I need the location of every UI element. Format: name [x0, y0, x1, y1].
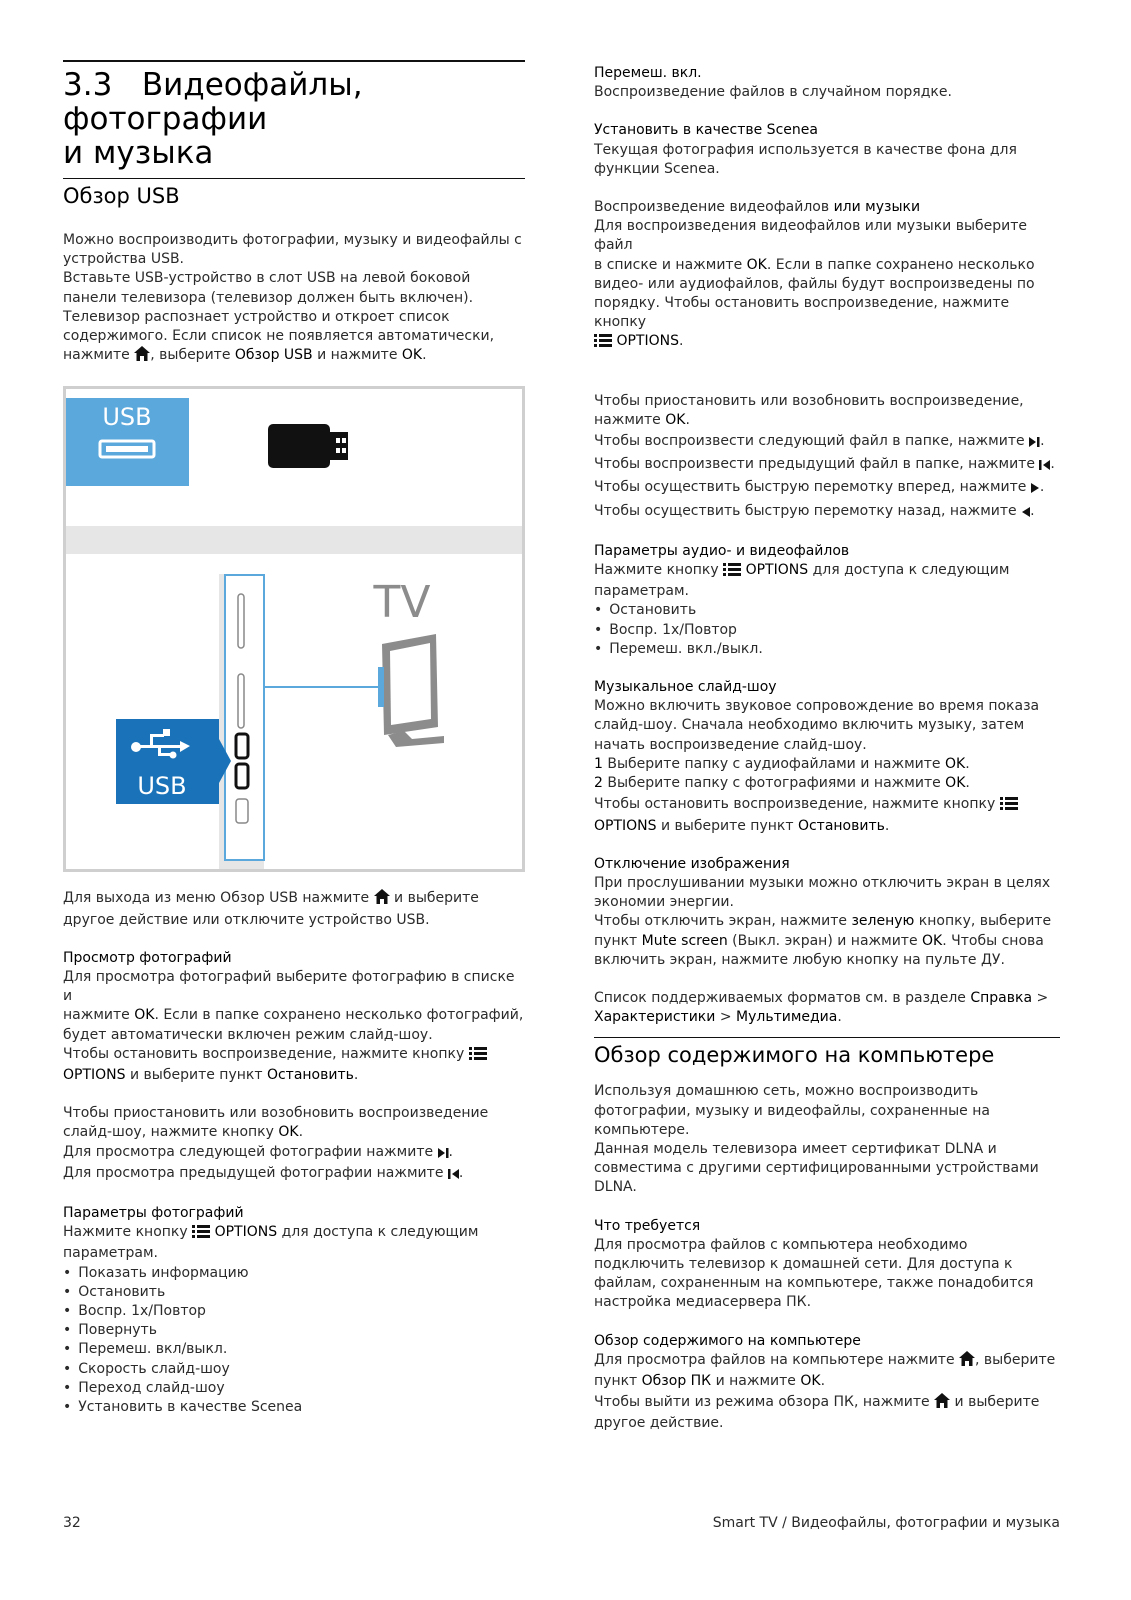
photo-params-list	[63, 1264, 525, 1418]
pcbrowse-line-3: Чтобы выйти из режима обзора ПК, нажмите и выберите	[594, 1393, 1060, 1414]
usb-stick-icon	[268, 424, 330, 468]
home-icon	[134, 346, 150, 367]
photo-params-line-2: параметрам.	[63, 1245, 159, 1262]
need-line-3: файлам, сохраненным на компьютере, также понадобится	[594, 1275, 1034, 1292]
usb-intro-6: содержимого. Если список не появляется автоматически,	[63, 328, 495, 345]
pc-line-1: Используя домашнюю сеть, можно воспроизводить	[594, 1083, 979, 1100]
options-icon	[469, 1047, 487, 1066]
scenea-line-1: Текущая фотография используется в качестве фона для	[594, 141, 1017, 158]
screen-off-line-2: экономии энергии.	[594, 894, 734, 911]
video-line-4: порядку. Чтобы остановить воспроизведение, нажмите кнопку	[594, 295, 1010, 331]
list-item: • Переход слайд-шоу	[63, 1379, 525, 1398]
usb-diagram-svg	[66, 389, 522, 869]
pause-line-2: слайд-шоу, нажмите кнопку OK.	[63, 1124, 304, 1141]
shuffle-heading: Перемеш. вкл.	[594, 65, 702, 81]
next-photo-line: Для просмотра следующей фотографии нажмите .	[63, 1143, 525, 1164]
photo-params-heading: Параметры фотографий	[63, 1205, 244, 1222]
screen-off-line-4: пункт Mute screen (Выкл. экран) и нажмите OK. Чтобы снова	[594, 932, 1044, 949]
scenea-line-2: функции Scenea.	[594, 160, 720, 177]
screen-off-line-5: включить экран, нажмите любую кнопку на пульте ДУ.	[594, 951, 1005, 968]
pcbrowse-line-2: пункт Обзор ПК и нажмите OK.	[594, 1372, 826, 1389]
pc-rule	[594, 1037, 1060, 1038]
list-item: • Установить в качестве Scenea	[63, 1398, 525, 1417]
ctrl-pause-line-1: Чтобы приостановить или возобновить воспроизведение,	[594, 392, 1024, 409]
list-item: • Перемеш. вкл./выкл.	[594, 640, 1060, 659]
usb-intro-1: Можно воспроизводить фотографии, музыку и видеофайлы с	[63, 232, 522, 248]
pcbrowse-line-1: Для просмотра файлов на компьютере нажмите , выберите	[594, 1351, 1060, 1372]
section-title-line1: Видеофайлы, фотографии	[63, 67, 363, 137]
exit-line-2: другое действие или отключите устройство USB.	[63, 911, 430, 928]
exit-line-1: Для выхода из меню Обзор USB нажмите и выберите	[63, 889, 525, 910]
photos-line-4: Чтобы остановить воспроизведение, нажмите кнопку	[63, 1045, 525, 1066]
screen-off-line-1: При прослушивании музыки можно отключить экран в целях	[594, 874, 1051, 891]
previous-icon	[448, 1166, 459, 1185]
slideshow-line-2: слайд-шоу. Сначала необходимо включить музыку, затем	[594, 717, 1025, 734]
home-icon	[934, 1393, 950, 1414]
section-number: 3.3	[63, 67, 113, 103]
ctrl-prev-line: Чтобы воспроизвести предыдущий файл в папке, нажмите .	[594, 455, 1060, 476]
usb-intro-2: устройства USB.	[63, 251, 185, 268]
pc-line-4: Данная модель телевизора имеет сертификат DLNA и	[594, 1140, 997, 1157]
tv-label: TV	[373, 577, 431, 629]
fast-forward-icon	[1031, 480, 1040, 499]
options-icon	[723, 563, 741, 582]
list-item: • Остановить	[594, 601, 1060, 620]
ctrl-ff-line: Чтобы осуществить быструю перемотку вперед, нажмите .	[594, 478, 1060, 499]
av-params-line-2: параметрам.	[594, 583, 690, 600]
pcbrowse-line-4: другое действие.	[594, 1415, 724, 1432]
home-icon	[959, 1351, 975, 1372]
need-line-1: Для просмотра файлов с компьютера необходимо	[594, 1236, 968, 1253]
slideshow-line-1: Можно включить звуковое сопровождение во время показа	[594, 698, 1040, 715]
need-line-4: настройка медиасервера ПК.	[594, 1294, 812, 1311]
section-rule	[63, 178, 525, 179]
slideshow-heading: Музыкальное слайд-шоу	[594, 679, 777, 696]
usb-port-label: USB	[137, 772, 187, 801]
photos-line-5: OPTIONS и выберите пункт Остановить.	[63, 1067, 359, 1084]
options-icon	[192, 1225, 210, 1244]
slideshow-step-1: 1 Выберите папку с аудиофайлами и нажмите OK.	[594, 755, 970, 772]
page-number: 32	[63, 1515, 81, 1531]
section-title	[63, 68, 525, 170]
photos-line-3: будет автоматически включен режим слайд-шоу.	[63, 1026, 433, 1043]
previous-icon	[1039, 457, 1050, 476]
list-item: • Повернуть	[63, 1321, 525, 1340]
photos-heading: Просмотр фотографий	[63, 949, 232, 966]
photo-params-line: Нажмите кнопку OPTIONS для доступа к следующим	[63, 1223, 525, 1244]
usb-connection-diagram	[63, 386, 525, 872]
slideshow-stop-1: Чтобы остановить воспроизведение, нажмите кнопку	[594, 795, 1060, 816]
video-line-3: видео- или аудиофайлов, файлы будут воспроизведены по	[594, 275, 1035, 292]
usb-card-label: USB	[102, 403, 152, 432]
next-icon	[438, 1145, 449, 1164]
options-icon	[1000, 797, 1018, 816]
pc-line-6: DLNA.	[594, 1179, 637, 1196]
ctrl-pause-line-2: нажмите OK.	[594, 411, 690, 428]
pc-line-2: фотографии, музыку и видеофайлы, сохраненные на	[594, 1102, 990, 1119]
shuffle-text: Воспроизведение файлов в случайном порядке.	[594, 84, 952, 101]
formats-line-1: Список поддерживаемых форматов см. в разделе Справка >	[594, 989, 1049, 1006]
list-item: • Перемеш. вкл/выкл.	[63, 1340, 525, 1359]
av-params-line: Нажмите кнопку OPTIONS для доступа к следующим	[594, 561, 1060, 582]
video-heading: Воспроизведение видеофайлов или музыки	[594, 199, 921, 216]
list-item: • Воспр. 1x/Повтор	[63, 1302, 525, 1321]
video-line-5: OPTIONS.	[594, 332, 1060, 353]
list-item: • Воспр. 1x/Повтор	[594, 621, 1060, 640]
ctrl-rew-line: Чтобы осуществить быструю перемотку назад, нажмите .	[594, 502, 1060, 523]
pc-line-3: компьютере.	[594, 1121, 690, 1138]
pc-line-5: совместима с другими сертифицированными устройствами	[594, 1160, 1039, 1177]
next-icon	[1029, 434, 1040, 453]
need-line-2: подключить телевизор к домашней сети. Для доступа к	[594, 1255, 1013, 1272]
home-icon	[374, 889, 390, 910]
top-rule	[63, 60, 525, 62]
formats-line-2: Характеристики > Мультимедиа.	[594, 1009, 842, 1026]
list-item: • Остановить	[63, 1283, 525, 1302]
list-item: • Скорость слайд-шоу	[63, 1360, 525, 1379]
section-title-line2: и музыка	[63, 135, 214, 171]
options-icon	[594, 334, 612, 353]
scenea-heading: Установить в качестве Scenea	[594, 122, 818, 139]
ctrl-next-line: Чтобы воспроизвести следующий файл в папке, нажмите .	[594, 432, 1060, 453]
pcbrowse-heading: Обзор содержимого на компьютере	[594, 1332, 861, 1349]
video-line-1: Для воспроизведения видеофайлов или музыки выберите файл	[594, 218, 1028, 254]
slideshow-line-3: начать воспроизведение слайд-шоу.	[594, 736, 867, 753]
pause-line-1: Чтобы приостановить или возобновить воспроизведение	[63, 1105, 489, 1122]
usb-intro-4: панели телевизора (телевизор должен быть включен).	[63, 289, 474, 306]
rewind-icon	[1021, 504, 1030, 523]
usb-intro-3: Вставьте USB-устройство в слот USB на левой боковой	[63, 270, 471, 287]
screen-off-line-3: Чтобы отключить экран, нажмите зеленую кнопку, выберите	[594, 913, 1052, 930]
usb-intro-5: Телевизор распознает устройство и откроет список	[63, 308, 450, 325]
screen-off-heading: Отключение изображения	[594, 855, 790, 872]
usb-intro-7: нажмите , выберите Обзор USB и нажмите OK.	[63, 346, 525, 367]
prev-photo-line: Для просмотра предыдущей фотографии нажмите .	[63, 1164, 525, 1185]
video-line-2: в списке и нажмите OK. Если в папке сохранено несколько	[594, 256, 1035, 273]
av-params-heading: Параметры аудио- и видеофайлов	[594, 542, 850, 559]
left-column	[63, 60, 525, 1417]
slideshow-step-2: 2 Выберите папку с фотографиями и нажмите OK.	[594, 775, 970, 792]
av-params-list	[594, 601, 1060, 659]
photos-line-1: Для просмотра фотографий выберите фотографию в списке и	[63, 969, 515, 1005]
usb-heading: Обзор USB	[63, 184, 180, 208]
list-item: • Показать информацию	[63, 1264, 525, 1283]
need-heading: Что требуется	[594, 1217, 701, 1234]
slideshow-stop-2: OPTIONS и выберите пункт Остановить.	[594, 817, 890, 834]
pc-heading: Обзор содержимого на компьютере	[594, 1043, 995, 1068]
running-title: Smart TV / Видеофайлы, фотографии и музыка	[712, 1515, 1060, 1531]
photos-line-2: нажмите OK. Если в папке сохранено несколько фотографий,	[63, 1007, 524, 1024]
right-column	[594, 64, 1060, 1434]
